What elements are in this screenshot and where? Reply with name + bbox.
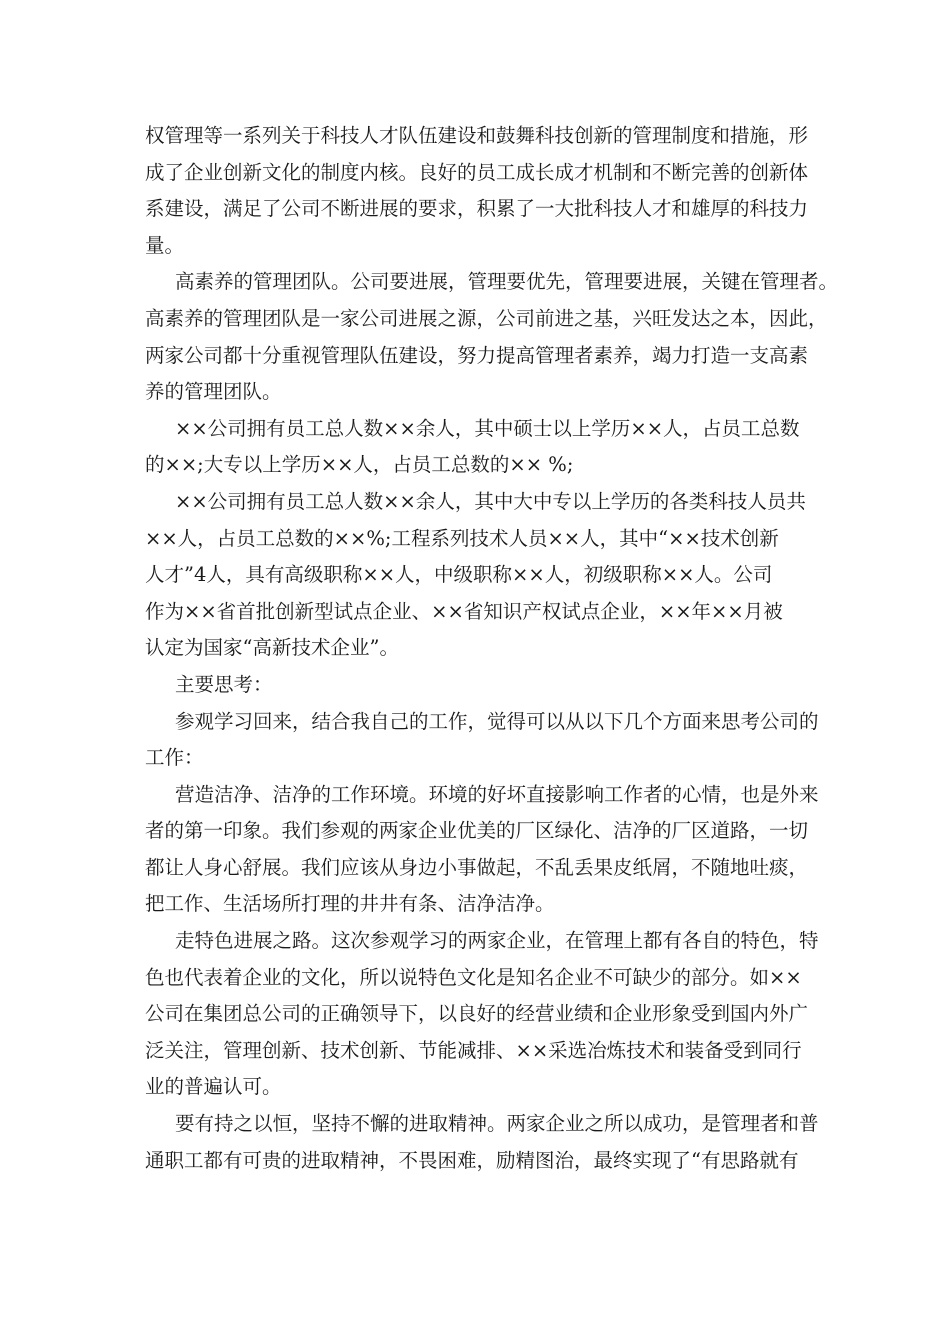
- paragraph-first-line: 参观学习回来，结合我自己的工作，觉得可以从以下几个方面来思考公司的: [175, 709, 819, 733]
- paragraph-line: 者的第一印象。我们参观的两家企业优美的厂区绿化、洁净的厂区道路，一切: [145, 819, 809, 843]
- paragraph-line: 色也代表着企业的文化，所以说特色文化是知名企业不可缺少的部分。如××: [145, 965, 802, 989]
- paragraph-line: 公司在集团总公司的正确领导下，以良好的经营业绩和企业形象受到国内外广: [145, 1002, 809, 1026]
- paragraph-line: 权管理等一系列关于科技人才队伍建设和鼓舞科技创新的管理制度和措施，形: [145, 124, 809, 147]
- paragraph-first-line: ××公司拥有员工总人数××余人，其中大中专以上学历的各类科技人员共: [175, 489, 806, 513]
- paragraph-line: 两家公司都十分重视管理队伍建设，努力提高管理者素养，竭力打造一支高素: [145, 343, 809, 367]
- paragraph-line: 高素养的管理团队是一家公司进展之源，公司前进之基，兴旺发达之本，因此，: [145, 306, 828, 330]
- paragraph-line: 成了企业创新文化的制度内核。良好的员工成长成才机制和不断完善的创新体: [145, 160, 809, 184]
- paragraph-line: 系建设，满足了公司不断进展的要求，积累了一大批科技人才和雄厚的科技力: [145, 197, 809, 221]
- paragraph-line: 作为××省首批创新型试点企业、××省知识产权试点企业，××年××月被: [145, 599, 783, 623]
- paragraph-first-line: ××公司拥有员工总人数××余人，其中硕士以上学历××人，占员工总数: [175, 416, 800, 440]
- paragraph-line: 人才”4人，具有高级职称××人，中级职称××人，初级职称××人。公司: [145, 563, 773, 587]
- paragraph-line: 认定为国家“高新技术企业”。: [145, 636, 399, 660]
- paragraph-line: 泛关注，管理创新、技术创新、节能减排、××采选冶炼技术和装备受到同行: [145, 1038, 802, 1062]
- paragraph-line: 把工作、生活场所打理的井井有条、洁净洁净。: [145, 892, 555, 916]
- paragraph-line: 工作：: [145, 746, 204, 770]
- paragraph-first-line: 走特色进展之路。这次参观学习的两家企业，在管理上都有各自的特色，特: [175, 929, 819, 953]
- paragraph-line: 业的普遍认可。: [145, 1075, 282, 1099]
- paragraph-line: 都让人身心舒展。我们应该从身边小事做起，不乱丢果皮纸屑，不随地吐痰，: [145, 855, 809, 879]
- paragraph-line: ××人，占员工总数的××%;工程系列技术人员××人，其中“××技术创新: [145, 526, 779, 550]
- paragraph-line: 通职工都有可贵的进取精神，不畏困难，励精图治，最终实现了“有思路就有: [145, 1148, 799, 1172]
- document-body: [145, 118, 839, 1179]
- paragraph-line: 养的管理团队。: [145, 380, 282, 404]
- paragraph-line: 的××;大专以上学历××人，占员工总数的×× %;: [145, 453, 574, 477]
- paragraph-first-line: 要有持之以恒，坚持不懈的进取精神。两家企业之所以成功，是管理者和普: [175, 1112, 819, 1136]
- paragraph-first-line: 高素养的管理团队。公司要进展，管理要优先，管理要进展，关键在管理者。: [175, 270, 839, 294]
- paragraph-first-line: 营造洁净、洁净的工作环境。环境的好坏直接影响工作者的心情，也是外来: [175, 782, 819, 806]
- paragraph-line: 量。: [145, 233, 185, 257]
- paragraph-first-line: 主要思考：: [175, 672, 273, 696]
